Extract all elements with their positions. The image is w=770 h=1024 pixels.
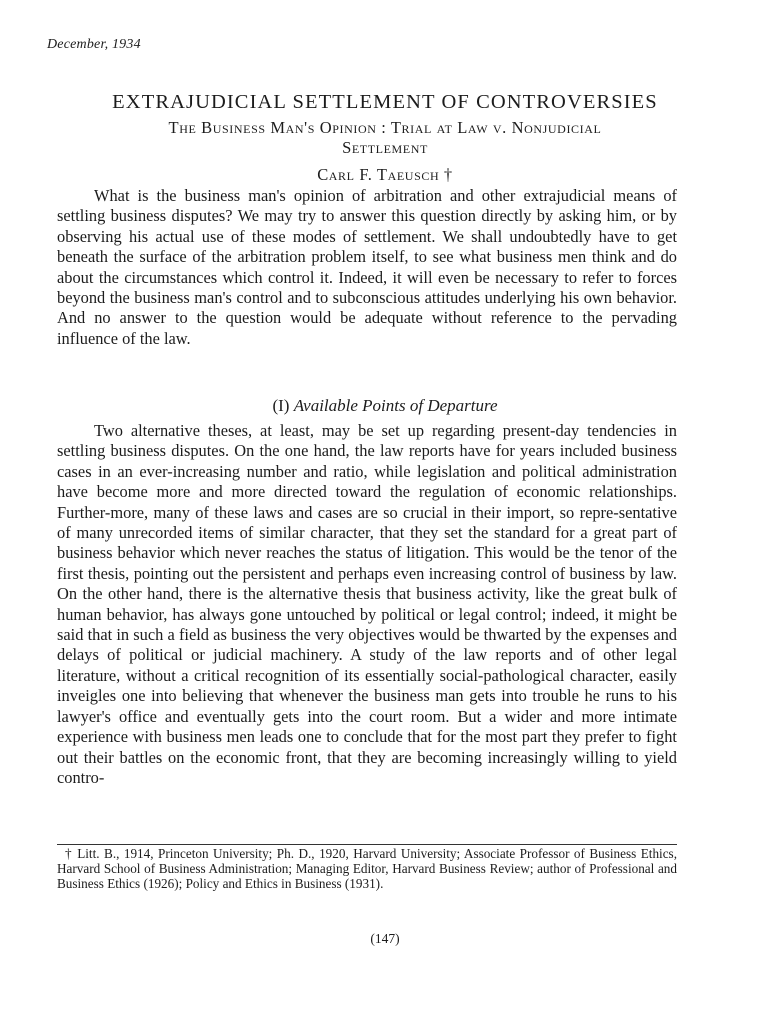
author-byline: Carl F. Taeusch † xyxy=(317,165,453,184)
section-title: Available Points of Departure xyxy=(293,396,498,415)
section-heading xyxy=(0,396,770,416)
intro-paragraph: What is the business man's opinion of arbitration and other extrajudicial means of settling business disputes? We may try to answer this question directly by asking him, or by observing his actual use of these modes of settlement. We shall undoubtedly have to get beneath the surface of the arbitration problem itself, to see what business men think and do about the circumstances which control it. Indeed, it will even be necessary to refer to forces beyond the business man's control and to subconscious attitudes underlying his own behavior. And no answer to the question would be adequate without reference to the pervading influence of the law. xyxy=(57,186,677,348)
page-number: (147) xyxy=(370,931,400,946)
running-head-date: December, 1934 xyxy=(47,37,141,52)
subtitle-line-1: The Business Man's Opinion : Trial at Law v. Nonjudicial xyxy=(168,118,602,137)
footnote-divider xyxy=(57,844,677,845)
subtitle-line-2: Settlement xyxy=(342,138,428,157)
article-title: EXTRAJUDICIAL SETTLEMENT OF CONTROVERSIES xyxy=(112,91,658,113)
body-paragraph: Two alternative theses, at least, may be set up regarding present-day tendencies in settling business disputes. On the one hand, the law reports have for years included business cases in an ever-increasing number and ratio, while legislation and political administration have become more and more directed toward the regulation of economic relationships. Further-more, many of these laws and cases are so crucial in their import, so repre-sentative of many unrecorded items of similar character, that they set the standard for a great part of business behavior which never reaches the status of litigation. This would be the tenor of the first thesis, pointing out the persistent and perhaps even increasing control of business by law. On the other hand, there is the alternative thesis that business activity, like the great bulk of human behavior, has always gone untouched by political or legal control; indeed, it might be said that in such a field as business the very objectives would be thwarted by the expenses and delays of political or judicial machinery. A study of the law reports and of other legal literature, without a critical recognition of its essentially social-pathological character, easily inveigles one into believing that whenever the business man gets into trouble he runs to his lawyer's office and eventually gets into the court room. But a wider and more intimate experience with business men leads one to conclude that for the most part they prefer to fight out their battles on the economic front, that they are becoming increasingly willing to yield contro- xyxy=(57,421,677,787)
section-number: (I) xyxy=(272,396,290,415)
article-subtitle xyxy=(0,118,770,158)
author-footnote: † Litt. B., 1914, Princeton University; Ph. D., 1920, Harvard University; Associate Professor of Business Ethics, Harvard School of Business Administration; Managing Editor, Harvard Business Review; author of Professional and Business Ethics (1926); Policy and Ethics in Business (1931). xyxy=(57,846,677,892)
